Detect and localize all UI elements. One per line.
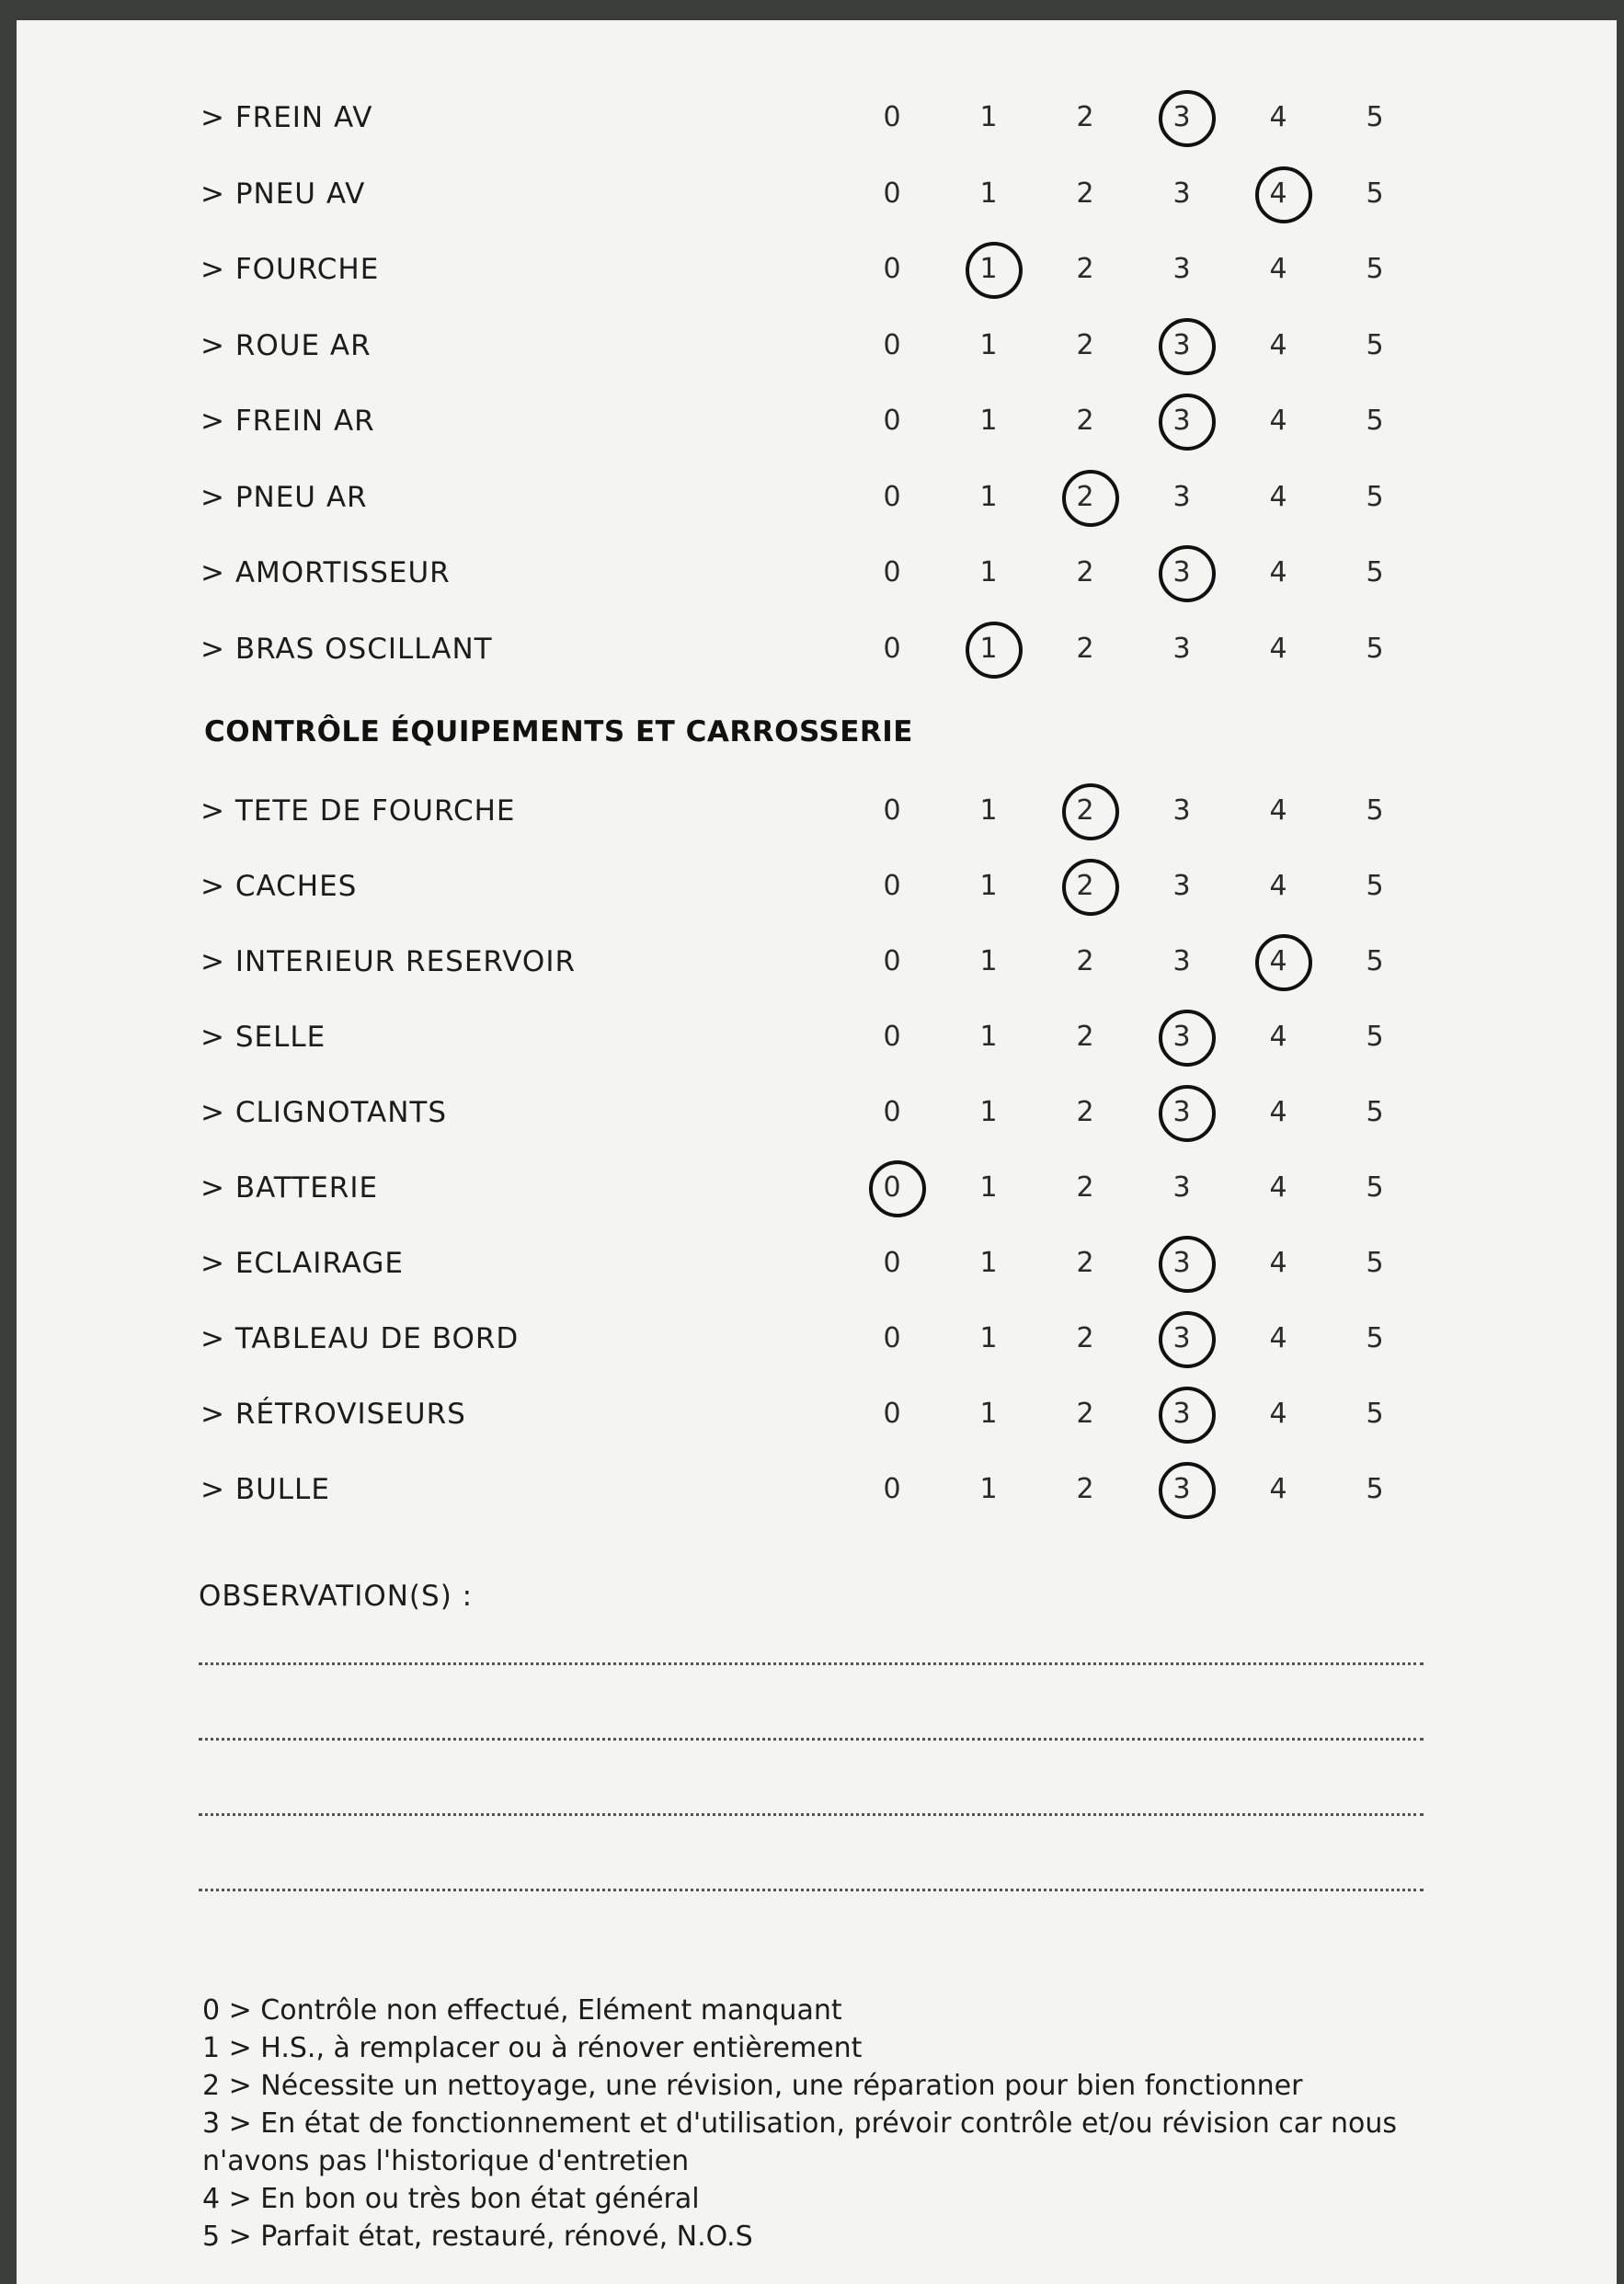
score-option-selected[interactable]: 4 (1251, 177, 1306, 210)
score-option-selected[interactable]: 4 (1251, 945, 1306, 977)
inspection-row (17, 1078, 1617, 1153)
score-option[interactable]: 0 (883, 794, 901, 827)
score-option[interactable]: 4 (1269, 101, 1287, 133)
inspection-item-label: > FOURCHE (200, 253, 380, 286)
score-option-selected[interactable]: 3 (1154, 1021, 1209, 1053)
inspection-item-label: > BULLE (200, 1473, 330, 1506)
inspection-row (17, 538, 1617, 613)
score-option[interactable]: 4 (1269, 405, 1287, 437)
score-option[interactable]: 1 (979, 556, 998, 588)
score-option[interactable]: 4 (1269, 328, 1287, 361)
inspection-row (17, 1228, 1617, 1304)
score-option[interactable]: 2 (1076, 253, 1094, 285)
inspection-item-label: > INTERIEUR RESERVOIR (200, 945, 577, 978)
score-option[interactable]: 0 (883, 1021, 901, 1053)
form-sheet (17, 20, 1617, 2284)
observation-line[interactable] (199, 1738, 1424, 1741)
score-option[interactable]: 2 (1076, 632, 1094, 665)
inspection-row (17, 234, 1617, 310)
score-option[interactable]: 4 (1269, 1247, 1287, 1279)
score-option[interactable]: 2 (1076, 556, 1094, 588)
score-option-selected[interactable]: 3 (1154, 1096, 1209, 1128)
score-option[interactable]: 1 (979, 405, 998, 437)
score-option[interactable]: 0 (883, 405, 901, 437)
score-option[interactable]: 4 (1269, 480, 1287, 513)
score-option[interactable]: 2 (1076, 1322, 1094, 1354)
score-option-selected[interactable]: 1 (961, 633, 1016, 665)
score-option[interactable]: 4 (1269, 632, 1287, 665)
score-option[interactable]: 3 (1172, 632, 1191, 665)
legend-item: 5 > Parfait état, restauré, rénové, N.O.S (202, 2221, 753, 2253)
score-option[interactable]: 0 (883, 253, 901, 285)
inspection-item-label: > ECLAIRAGE (200, 1247, 404, 1280)
inspection-row (17, 83, 1617, 158)
score-option[interactable]: 5 (1366, 1021, 1384, 1053)
legend-item: n'avons pas l'historique d'entretien (202, 2145, 690, 2177)
legend-item: 1 > H.S., à remplacer ou à rénover entièrement (202, 2032, 863, 2064)
score-option[interactable]: 1 (979, 101, 998, 133)
score-option[interactable]: 3 (1172, 945, 1191, 977)
inspection-item-label: > CLIGNOTANTS (200, 1096, 448, 1129)
score-option[interactable]: 4 (1269, 870, 1287, 902)
inspection-row (17, 1153, 1617, 1228)
score-option[interactable]: 2 (1076, 101, 1094, 133)
inspection-row (17, 776, 1617, 851)
score-option[interactable]: 5 (1366, 253, 1384, 285)
inspection-item-label: > PNEU AR (200, 480, 368, 514)
score-option-selected[interactable]: 3 (1154, 101, 1209, 133)
observation-line[interactable] (199, 1662, 1424, 1665)
score-option-selected[interactable]: 3 (1154, 1473, 1209, 1505)
inspection-item-label: > TABLEAU DE BORD (200, 1322, 520, 1355)
score-option-selected[interactable]: 1 (961, 253, 1016, 285)
score-option[interactable]: 1 (979, 480, 998, 513)
legend-item: 3 > En état de fonctionnement et d'utilisation, prévoir contrôle et/ou révision car nous (202, 2107, 1398, 2140)
observation-line[interactable] (199, 1889, 1424, 1891)
score-option[interactable]: 5 (1366, 632, 1384, 665)
score-option[interactable]: 5 (1366, 1473, 1384, 1505)
score-option[interactable]: 5 (1366, 870, 1384, 902)
score-option[interactable]: 5 (1366, 480, 1384, 513)
score-option[interactable]: 4 (1269, 1171, 1287, 1204)
score-option[interactable]: 3 (1172, 253, 1191, 285)
legend-item: 0 > Contrôle non effectué, Elément manquant (202, 1994, 842, 2027)
score-option[interactable]: 5 (1366, 945, 1384, 977)
inspection-item-label: > BATTERIE (200, 1171, 379, 1205)
score-option[interactable]: 0 (883, 101, 901, 133)
inspection-item-label: > ROUE AR (200, 328, 372, 362)
inspection-row (17, 463, 1617, 538)
score-option[interactable]: 0 (883, 177, 901, 210)
score-option[interactable]: 0 (883, 870, 901, 902)
legend-item: 4 > En bon ou très bon état général (202, 2183, 700, 2215)
score-option[interactable]: 1 (979, 945, 998, 977)
observations-title: OBSERVATION(S) : (199, 1580, 474, 1613)
score-option[interactable]: 2 (1076, 405, 1094, 437)
score-option[interactable]: 0 (883, 945, 901, 977)
inspection-item-label: > CACHES (200, 870, 358, 903)
score-option-selected[interactable]: 0 (864, 1171, 920, 1204)
score-option[interactable]: 0 (883, 556, 901, 588)
score-option-selected[interactable]: 3 (1154, 1322, 1209, 1354)
score-option[interactable]: 2 (1076, 1171, 1094, 1204)
inspection-row (17, 927, 1617, 1002)
score-option[interactable]: 0 (883, 1096, 901, 1128)
score-option[interactable]: 4 (1269, 1473, 1287, 1505)
score-option[interactable]: 2 (1076, 1473, 1094, 1505)
score-option[interactable]: 0 (883, 1322, 901, 1354)
inspection-item-label: > FREIN AV (200, 101, 373, 134)
score-option[interactable]: 1 (979, 870, 998, 902)
inspection-row (17, 851, 1617, 927)
inspection-item-label: > TETE DE FOURCHE (200, 794, 516, 828)
score-option-selected[interactable]: 3 (1154, 1398, 1209, 1430)
inspection-row (17, 386, 1617, 462)
score-option[interactable]: 3 (1172, 177, 1191, 210)
score-option[interactable]: 1 (979, 1398, 998, 1430)
score-option[interactable]: 1 (979, 177, 998, 210)
score-option[interactable]: 5 (1366, 556, 1384, 588)
inspection-item-label: > PNEU AV (200, 177, 366, 211)
score-option[interactable]: 1 (979, 1096, 998, 1128)
score-option[interactable]: 4 (1269, 1398, 1287, 1430)
score-option[interactable]: 1 (979, 1021, 998, 1053)
score-option[interactable]: 3 (1172, 480, 1191, 513)
inspection-row (17, 1455, 1617, 1530)
score-option-selected[interactable]: 2 (1058, 481, 1113, 513)
inspection-row (17, 1304, 1617, 1379)
score-option[interactable]: 3 (1172, 870, 1191, 902)
score-option[interactable]: 4 (1269, 1322, 1287, 1354)
inspection-row (17, 614, 1617, 690)
score-option[interactable]: 1 (979, 794, 998, 827)
score-option[interactable]: 2 (1076, 1096, 1094, 1128)
score-option-selected[interactable]: 3 (1154, 405, 1209, 437)
score-option[interactable]: 5 (1366, 1398, 1384, 1430)
score-option[interactable]: 2 (1076, 1398, 1094, 1430)
score-option[interactable]: 0 (883, 480, 901, 513)
inspection-item-label: > RÉTROVISEURS (200, 1398, 466, 1431)
score-option-selected[interactable]: 2 (1058, 794, 1113, 827)
score-option[interactable]: 5 (1366, 794, 1384, 827)
inspection-item-label: > BRAS OSCILLANT (200, 632, 493, 666)
score-option[interactable]: 3 (1172, 1171, 1191, 1204)
inspection-item-label: > FREIN AR (200, 405, 375, 438)
score-option[interactable]: 0 (883, 328, 901, 361)
score-option[interactable]: 5 (1366, 328, 1384, 361)
score-option[interactable]: 1 (979, 328, 998, 361)
inspection-row (17, 311, 1617, 386)
score-option[interactable]: 0 (883, 1398, 901, 1430)
score-option[interactable]: 5 (1366, 177, 1384, 210)
score-option[interactable]: 5 (1366, 101, 1384, 133)
score-option[interactable]: 0 (883, 632, 901, 665)
inspection-item-label: > AMORTISSEUR (200, 556, 451, 589)
score-option[interactable]: 2 (1076, 328, 1094, 361)
score-option[interactable]: 1 (979, 1171, 998, 1204)
score-option[interactable]: 1 (979, 1322, 998, 1354)
score-option[interactable]: 4 (1269, 556, 1287, 588)
section-heading: CONTRÔLE ÉQUIPEMENTS ET CARROSSERIE (204, 715, 913, 748)
score-option-selected[interactable]: 2 (1058, 870, 1113, 902)
inspection-row (17, 1379, 1617, 1455)
score-option[interactable]: 5 (1366, 1247, 1384, 1279)
score-option[interactable]: 5 (1366, 1322, 1384, 1354)
score-option[interactable]: 2 (1076, 945, 1094, 977)
score-option[interactable]: 1 (979, 1473, 998, 1505)
score-option[interactable]: 1 (979, 1247, 998, 1279)
rating-legend (202, 1992, 1425, 2255)
inspection-row (17, 1002, 1617, 1078)
score-option-selected[interactable]: 3 (1154, 1247, 1209, 1279)
score-option[interactable]: 4 (1269, 794, 1287, 827)
score-option[interactable]: 4 (1269, 1021, 1287, 1053)
legend-item: 2 > Nécessite un nettoyage, une révision, une réparation pour bien fonctionner (202, 2070, 1303, 2102)
score-option[interactable]: 0 (883, 1473, 901, 1505)
score-option[interactable]: 5 (1366, 405, 1384, 437)
score-option[interactable]: 0 (883, 1247, 901, 1279)
score-option[interactable]: 4 (1269, 1096, 1287, 1128)
score-option[interactable]: 5 (1366, 1096, 1384, 1128)
score-option[interactable]: 2 (1076, 1247, 1094, 1279)
observation-line[interactable] (199, 1813, 1424, 1816)
score-option-selected[interactable]: 3 (1154, 329, 1209, 361)
score-option[interactable]: 3 (1172, 794, 1191, 827)
score-option[interactable]: 4 (1269, 253, 1287, 285)
score-option[interactable]: 2 (1076, 177, 1094, 210)
inspection-row (17, 159, 1617, 234)
score-option-selected[interactable]: 3 (1154, 556, 1209, 588)
inspection-item-label: > SELLE (200, 1021, 326, 1054)
score-option[interactable]: 2 (1076, 1021, 1094, 1053)
score-option[interactable]: 5 (1366, 1171, 1384, 1204)
